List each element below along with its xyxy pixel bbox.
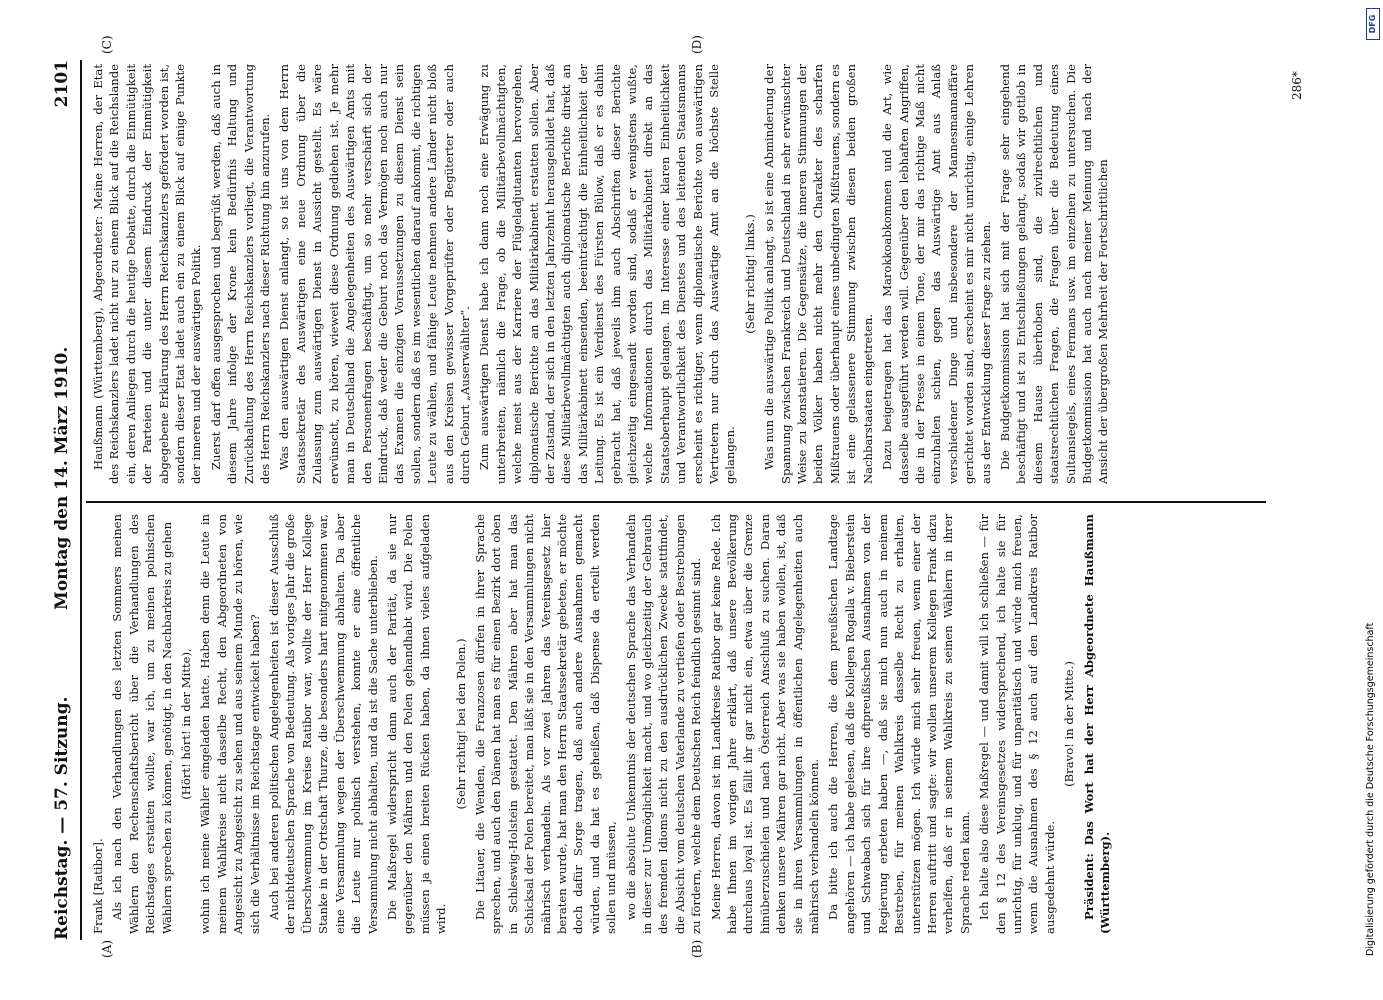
paragraph: Zum auswärtigen Dienst habe ich dann noch eine Erwägung zu unterbreiten, nämlich die Frage, ob die Militärbevollmächtigten, welche meist aus der Karriere der Flügeladjutanten hervorgehen, diplomatische Berichte an das Militärkabinett erstatten sollen. Aber der Zustand, der sich in den letzten Jahrzehnt herausgebildet hat, daß diese Militärbevollmächtigten auch diplomatische Berichte direkt an das Militärkabinett einsenden, beeinträchtigt die Einheitlichkeit der Leitung. Es ist ein Verdienst des Fürsten Bülow, daß er es dahin gebracht hat, daß jeweils ihm auch Abschriften dieser Berichte gleichzeitig eingesandt worden sind, sodaß er wenigstens wußte, welche Informationen durch das Militärkabinett direkt an das Staatsoberhaupt gelangen. Im Interesse einer klaren Einheitlichkeit und Verantwortlichkeit des Dienstes und des leitenden Staatsmanns erscheint es richtiger, wenn diplomatische Berichte von auswärtigen Vertretern nur durch das Auswärtige Amt an die höchste Stelle gelangen. xyxy=(477,64,738,484)
paragraph: Was den auswärtigen Dienst anlangt, so ist uns von dem Herrn Staatssekretär des Auswärtigen eine neue Ordnung über die Zulassung zum auswärtigen Dienst in Aussicht gestellt. Es wäre erwünscht, zu hören, wieweit diese Ordnung gediehen ist. Je mehr man in Deutschland die Angelegenheiten des Auswärtigen Amts mit den Personenfragen beschäftigt, um so mehr verschärft sich der Eindruck, daß weder die Geburt noch das Vermögen noch auch nur das Examen die einzigen Voraussetzungen zu diesem Dienst sein sollen, sondern daß es im wesentlichen darauf ankommt, die richtigen Leute zu wählen, und fähige Leute nehmen andere Länder nicht bloß aus den Kreisen gewisser Vorgeprüfter oder Begüterter oder auch durch Geburt „Auserwählter“. xyxy=(277,64,472,484)
president-statement: Präsident: Das Wort hat der Herr Abgeordnete Haußmann (Württemberg). xyxy=(1081,514,1112,934)
paragraph: Was nun die auswärtige Politik anlangt, so ist eine Abminderung der Spannung zwischen Frankreich und Deutschland in sehr erwünschter Weise zu konstatieren. Die Gegensätze, die inneren Stimmungen der beiden Völker haben nicht mehr den Charakter des scharfen Mißtrauens oder überhaupt eines unbedingten Mißtrauens, sondern es ist eine gelassenere Stimmung zwischen diesen beiden großen Nachbarstaaten eingetreten. xyxy=(762,64,875,484)
interjection: (Bravo! in der Mitte.) xyxy=(1062,661,1077,787)
quotation: wo die absolute Unkenntnis der deutschen Sprache das Verhandeln in dieser zur Unmöglichkeit macht, und wo gleichzeitig der Gebrauch des fremden Idioms nicht zu den ausdrücklichen Zwecke stattfindet, die Absicht vom deutschen Vaterlande zu vertiefen oder Bestrebungen zu fördern, welche dem Deutschen Reich feindlich gesinnt sind. xyxy=(623,514,704,934)
paragraph: Haußmann (Württemberg), Abgeordneter: Meine Herren, der Etat des Reichskanzlers ladet nicht nur zu einem Blick auf die Reichslande ein, deren Anliegen durch die heutige Debatte, durch die Einmütigkeit der Parteien und die unter diesem Eindruck der Einmütigkeit abgegebene Erklärung des Herrn Reichskanzlers gefördert worden ist, sondern dieser Etat ladet auch ein zu einem Blick auf einige Punkte der inneren und der auswärtigen Politik. xyxy=(91,64,204,484)
header-left: Reichstag. — 57. Sitzung. xyxy=(52,696,72,940)
paragraph: Als ich nach den Verhandlungen des letzten Sommers meinen Wählern den Rechenschaftsbericht über die Verhandlungen des Reichstages erstatten wollte, war ich, um zu meinen polnischen Wählern sprechen zu können, genötigt, in den Nachbarkreis zu gehen xyxy=(110,514,174,934)
dfg-logo-text: DFG xyxy=(1368,14,1377,34)
left-column xyxy=(90,514,1116,934)
margin-marker-b: (B) xyxy=(690,939,704,958)
margin-marker-a: (A) xyxy=(100,939,114,958)
page-number: 2101 xyxy=(52,60,72,108)
paragraph: Meine Herren, davon ist im Landkreise Ratibor gar keine Rede. Ich habe Ihnen im vorigen Jahre erklärt, daß unsere Bevölkerung durchaus loyal ist. Es fällt ihr gar nicht ein, etwa über die Grenze hinüberzuschielen und nach Österreich Anschluß zu suchen. Daran denken unsere Mähren gar nicht. Aber was sie haben wollen, ist, daß sie in ihren Versammlungen in öffentlichen Angelegenheiten auch mährisch verhandeln können. xyxy=(708,514,822,934)
paragraph: Die Budgetkommission hat sich mit der Frage sehr eingehend beschäftigt und ist zu Entschließungen gelangt, sodaß wir gottlob in diesem Hause überhoben sind, die zivilrechtlichen und staatsrechtlichen Fragen, die Fragen über die Bedeutung eines Sultansiegels, eines Fermans usw. im einzelnen zu untersuchen. Die Budgetkommission hat auch nach meiner Meinung und nach der Ansicht der übergroßen Mehrheit der Fortschrittlichen xyxy=(997,64,1111,484)
paragraph: Dazu beigetragen hat das Marokkoabkommen und die Art, wie dasselbe ausgeführt werden will. Gegenüber den lebhaften Angriffen, die in der Presse in einem Tone, der mir das richtige Maß nicht einzuhalten schien, gegen das Auswärtige Amt aus Anlaß verschiedener Dinge und insbesondere der Mannesmannaffäre gerichtet worden sind, erscheint es mir nicht unrichtig, einige Lehren aus der Entwicklung dieser Frage zu ziehen. xyxy=(880,64,993,484)
right-column xyxy=(90,64,1115,484)
margin-marker-d: (D) xyxy=(690,35,704,54)
credit-text: Digitalisierung gefördert durch die Deutsche Forschungsgemeinschaft xyxy=(1365,622,1376,956)
paragraph: Da bitte ich auch die Herren, die dem preußischen Landtage angehören — ich habe gelesen, daß die Kollegen Rogalla v. Bieberstein und Schwabach sich für ihre oftpreußischen Ausnahmen von der Regierung erbeten haben —, daß sie mich nun auch in meinem Bestreben, für meinen Wahlkreis dasselbe Recht zu erhalten, unterstützen mögen. Ich würde mich sehr freuen, wenn einer der Herren auftritt und sagte: wir wollen unserem Kollegen Frank dazu verhelfen, daß er in seinem Wahlkreis zu seinen Wählern in ihrer Sprache reden kann. xyxy=(826,514,972,934)
header-rule xyxy=(80,60,82,940)
paragraph: Ich halte also diese Maßregel — und damit will ich schließen — für den § 12 des Vereinsgesetzes widersprechend, ich halte sie für unrichtig, für unklug, und für unparitätisch und würde mich freuen, wenn die Ausnahmen des § 12 auch auf den Landkreis Ratibor ausgedehnt würde. xyxy=(977,514,1057,934)
paragraph: Die Maßregel widerspricht dann auch der Parität, da sie nur gegenüber den Mähren und den Polen gehandhabt wird. Die Polen müssen ja einen breiten Rücken haben, da ihnen vieles aufgeladen wird. xyxy=(384,514,449,934)
interjection: (Hört! hört! in der Mitte), xyxy=(179,648,194,800)
column-divider xyxy=(86,501,1266,503)
page-header xyxy=(52,60,76,940)
interjection: (Sehr richtig! links.) xyxy=(742,214,757,334)
header-date: Montag den 14. März 1910. xyxy=(52,346,72,610)
speaker-note: Frank [Ratibor]. xyxy=(91,838,105,934)
digitization-credit xyxy=(1362,6,1380,996)
paragraph: Die Litauer, die Wenden, die Franzosen dürfen in ihrer Sprache sprechen, und auch den Dänen hat man es für einen Bezirk dort oben in Schleswig-Holstein gestattet. Den Mähren aber hat man das Schicksal der Polen bereitet, man läßt sie in den Versammlungen nicht mährisch verhandeln. Als vor zwei Jahren das Vereinsgesetz hier beraten wurde, hat man den Herrn Staatssekretär gebeten, er möchte doch dafür Sorge tragen, daß auch andere Ausnahmen gemacht würden, und da hat es geheißen, daß Dispense da erteilt werden sollen und müssen, xyxy=(472,514,619,934)
dfg-logo xyxy=(1366,8,1380,40)
paragraph: Zuerst darf offen ausgesprochen und begrüßt werden, daß auch in diesem Jahre infolge der Krone kein Bedürfnis Haltung und Zurückhaltung des Herrn Reichskanzlers vorliegt, die Verantwortung des Herrn Reichskanzlers nach dieser Richtung hin anzurufen. xyxy=(208,64,273,484)
paragraph: Auch bei anderen politischen Angelegenheiten ist dieser Ausschluß der nichtdeutschen Sprache von Bedeutung. Als voriges Jahr die große Überschwemmung im Kreise Ratibor war, wollte der Herr Kollege Stanke in der Ortschaft Thurze, die besonders hart mitgenommen war, eine Versammlung wegen der Überschwemmung abhalten. Da aber die Leute nur polnisch verstehen, konnte er eine öffentliche Versammlung nicht abhalten, und da ist die Sache unterblieben. xyxy=(267,514,380,934)
signature-mark: 286* xyxy=(1290,71,1304,100)
interjection: (Sehr richtig! bei den Polen.) xyxy=(453,638,468,810)
paragraph: wohin ich meine Wähler eingeladen hatte. Haben denn die Leute in meinem Wahlkreise nicht dasselbe Recht, den Abgeordneten von Angesicht zu Angesicht zu sehen und aus seinem Munde zu hören, wie sich die Verhältnisse im Reichstage entwickelt haben? xyxy=(198,514,262,934)
margin-marker-c: (C) xyxy=(100,35,114,54)
